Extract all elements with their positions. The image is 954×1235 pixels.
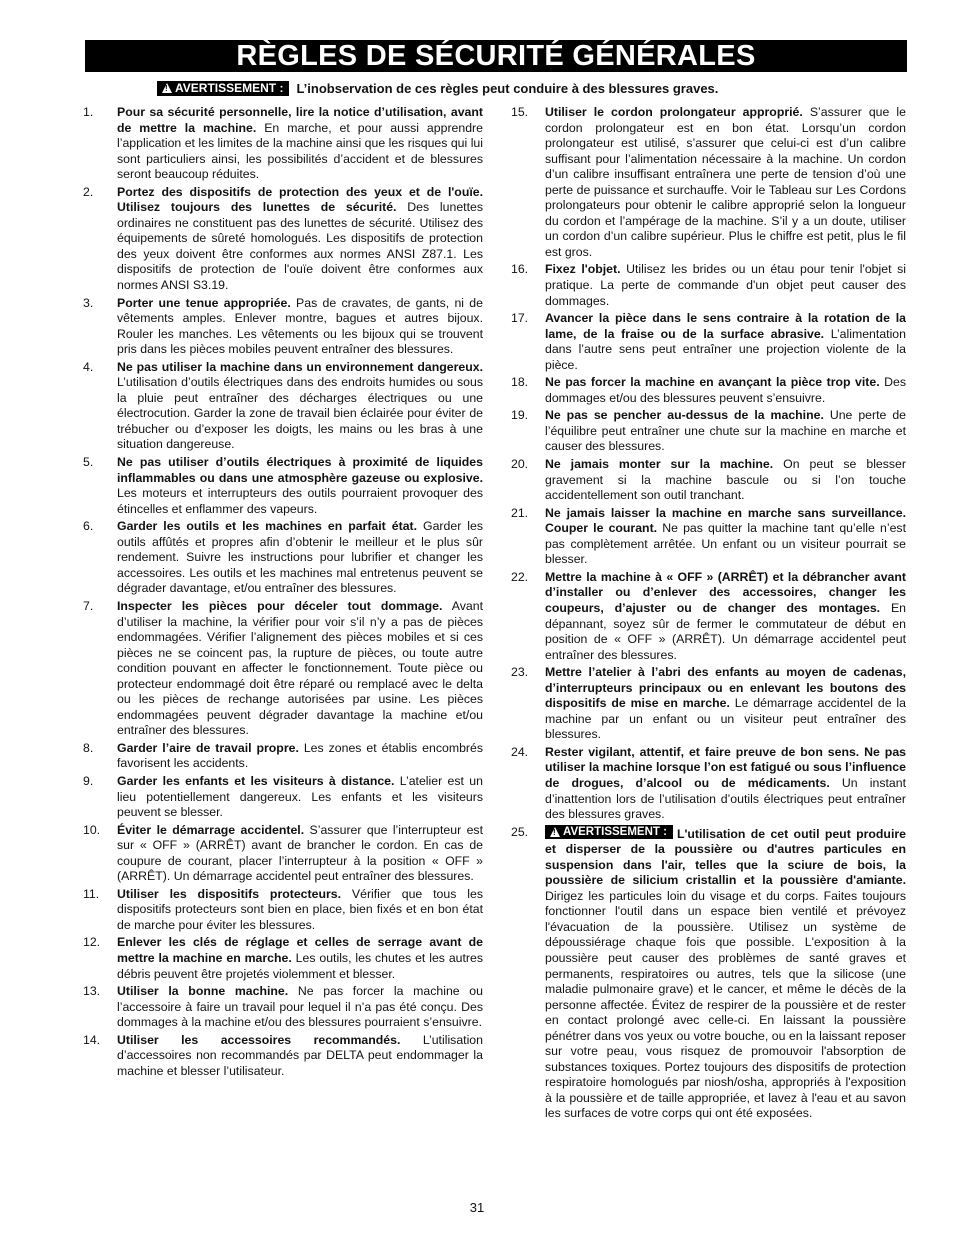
rule-number: 23.: [511, 665, 529, 680]
rule-text: Pas de cravates, de gants, ni de vêtements amples. Enlever montre, bagues et autres bijoux. Rouler les manches. Les vêtements ou les bijoux qui se trouvent pris dans les pièces mobiles peuvent entraîner des blessures.: [117, 295, 483, 357]
rule-heading: Inspecter les pièces pour déceler tout dommage.: [117, 598, 443, 613]
rule-text: L’atelier est un lieu potentiellement dangereux. Les enfants et les visiteurs peuvent se blesser.: [117, 773, 483, 820]
rule-heading: Mettre la machine à « OFF » (ARRÊT) et la débrancher avant d’installer ou d’enlever des accessoires, changer les coupeurs, d’ajuster ou de changer des montages.: [545, 569, 906, 615]
rule-item-3: [83, 296, 483, 358]
rule-item-13: [83, 984, 483, 1031]
rule-text: Une perte de l’équilibre peut entraîner une chute sur la machine en marche et causer des blessures.: [545, 408, 906, 454]
rule-number: 11.: [83, 886, 100, 901]
rule-item-1: [83, 105, 483, 183]
rule-number: 24.: [511, 744, 529, 759]
warning-triangle-icon: [162, 83, 172, 93]
warning-badge: [157, 81, 289, 96]
rule-text: Le démarrage accidentel de la machine par un enfant ou un visiteur peut entraîner des blessures.: [545, 696, 906, 742]
rule-text: Des dommages et/ou des blessures peuvent s’ensuivre.: [545, 375, 906, 405]
rule-heading: Mettre l’atelier à l’abri des enfants au moyen de cadenas, d’interrupteurs principaux ou en enlevant les boutons des dispositifs de mise en marche.: [545, 665, 906, 711]
rule-heading: L'utilisation de cet outil peut produire et disperser de la poussière ou d'autres particules en suspension dans l'air, telles que la sciure de bois, la poussière de silicium cristallin et la poussière d'amiante.: [545, 826, 906, 888]
rule-text: Des lunettes ordinaires ne constituent pas des lunettes de sécurité. Utilisez des équipements de sûreté homologués. Les dispositifs de protection des yeux doivent être conformes aux normes ANSI Z87.1. Les dispositifs de protection de l'ouïe doivent être conformes aux normes ANSI S3.19.: [117, 200, 483, 293]
rule-item-12: [83, 935, 483, 982]
rule-text: En marche, et pour aussi apprendre l’application et les limites de la machine ainsi que les risques qui lui sont particuliers ainsi, les possibilités d’accident et de blessures seront beaucoup réduites.: [117, 120, 483, 182]
rule-item-4: [83, 360, 483, 453]
rule-text: Utilisez les brides ou un étau pour tenir l'objet si pratique. La perte de commande d'un objet peut causer des dommages.: [545, 262, 906, 308]
rule-number: 25.: [511, 824, 529, 839]
rule-text: En dépannant, soyez sûr de fermer le commutateur de début en position de « OFF » (ARRÊT). Un démarrage accidentel peut entraîner des blessures.: [545, 600, 906, 662]
rule-item-2: [83, 185, 483, 294]
rule-item-10: [83, 823, 483, 885]
rule-number: 20.: [511, 457, 529, 472]
rule-heading: Enlever les clés de réglage et celles de serrage avant de mettre la machine en marche.: [117, 935, 483, 965]
rule-number: 13.: [83, 984, 101, 999]
rule-heading: Portez des dispositifs de protection des yeux et de l'ouïe. Utilisez toujours des lunettes de sécurité.: [117, 184, 483, 215]
rule-number: 1.: [83, 105, 94, 119]
rule-number: 16.: [511, 262, 529, 277]
rule-heading: Éviter le démarrage accidentel.: [117, 822, 305, 837]
rule-text: L’utilisation d’outils électriques dans des endroits humides ou sous la pluie peut entraîner des décharges électriques ou une électrocution. Garder la zone de travail bien éclairée pour éviter de trébucher ou d’exposer les doigts, les mains ou les bras à une situation dangereuse.: [117, 375, 483, 452]
warning-badge-label: AVERTISSEMENT :: [175, 80, 284, 95]
rule-item-18: [511, 375, 906, 406]
right-column: [511, 105, 906, 1124]
rule-text: Ne pas forcer la machine ou l’accessoire à faire un travail pour lequel il n’a pas été conçu. Des dommages à la machine et/ou des blessures pourraient s’ensuivre.: [117, 984, 483, 1030]
rule-item-20: [511, 457, 906, 504]
rule-item-5: [83, 455, 483, 517]
rule-item-17: [511, 311, 906, 373]
warning-banner: [157, 78, 877, 98]
rule-heading: Ne pas utiliser d’outils électriques à proximité de liquides inflammables ou dans une atmosphère gazeuse ou explosive.: [117, 455, 483, 485]
rule-number: 21.: [511, 505, 529, 520]
dust-warning-badge-label: AVERTISSEMENT :: [563, 825, 667, 838]
rule-heading: Avancer la pièce dans le sens contraire à la rotation de la lame, de la fraise ou de la surface abrasive.: [545, 311, 906, 341]
rule-text: L’alimentation dans l’autre sens peut entraîner une projection violente de la pièce.: [545, 326, 906, 372]
rule-item-21: [511, 506, 906, 568]
rule-text: Dirigez les particules loin du visage et du corps. Faites toujours fonctionner l'outil dans un espace bien ventilé et prévoyez l'évacuation de la poussière. Utilisez un système de dépoussiérage chaque fois que possible. L'exposition à la poussière peut causer des problèmes de santé graves et permanents, respiratoires ou autres, tels que la silicose (une maladie pulmonaire grave) et le cancer, et même le décès de la personne affectée. Évitez de respirer de la poussière et de rester en contact prolongé avec celle-ci. En laissant la poussière pénétrer dans vos yeux ou votre bouche, ou en la laissant reposer sur votre peau, vous risquez de promouvoir l'absorption de substances toxiques. Portez toujours des dispositifs de protection respiratoire homologués par niosh/osha, appropriés à l'exposition à la poussière et de taille appropriée, et lavez à l'eau et au savon les surfaces de votre corps qui ont été exposées.: [545, 888, 906, 1121]
rule-text: On peut se blesser gravement si la machine bascule ou si l’on touche accidentellement son outil tranchant.: [545, 457, 906, 503]
rule-item-15: [511, 105, 906, 260]
rule-item-22: [511, 570, 906, 663]
rule-number: 15.: [511, 105, 529, 119]
rule-text: S’assurer que le cordon prolongateur est en bon état. Lorsqu’un cordon prolongateur est utilisé, s’assurer que celui-ci est d’un calibre suffisant pour l’alimentation nécessaire à la machine. Un cordon d’un calibre insuffisant entraînera une perte de tension d’où une perte de puissance et surchauffe. Voir le Tableau sur Les Cordons prolongateurs pour obtenir le calibre approprié selon la longueur du cordon et l’ampérage de la machine. S’il y a un doute, utiliser un cordon d’un calibre supérieur. Plus le chiffre est petit, plus le fil est gros.: [545, 105, 906, 259]
rule-item-24: [511, 745, 906, 823]
rule-item-7: [83, 599, 483, 739]
rule-number: 5.: [83, 455, 94, 470]
rule-number: 18.: [511, 375, 529, 390]
warning-triangle-icon: [550, 827, 560, 837]
page-number: 31: [469, 1200, 485, 1215]
rule-heading: Ne pas se pencher au-dessus de la machine.: [545, 408, 824, 423]
rule-number: 19.: [511, 408, 529, 423]
rule-heading: Pour sa sécurité personnelle, lire la notice d’utilisation, avant de mettre la machine.: [117, 105, 483, 135]
rule-number: 17.: [511, 311, 529, 326]
rule-heading: Ne pas utiliser la machine dans un environnement dangereux.: [117, 359, 483, 374]
rule-text: Avant d’utiliser la machine, la vérifier pour voir s’il n’y a pas de pièces endommagées. Vérifier l’alignement des pièces mobiles et si ces pièces ne se coincent pas, la rupture de pièces, ou toute autre condition pouvant en affecter le fonctionnement. Toute pièce ou protecteur endommagé doit être réparé ou remplacé avec le delta ou les pièces de rechange autorisées par usine. Les pièces endommagées peuvent dégrader davantage la machine et/ou entraîner des blessures.: [117, 598, 483, 738]
rule-number: 12.: [83, 935, 101, 950]
rule-number: 3.: [83, 295, 94, 310]
rule-number: 10.: [83, 822, 101, 837]
rule-heading: Fixez l'objet.: [545, 262, 621, 277]
rule-heading: Garder les outils et les machines en parfait état.: [117, 519, 418, 534]
dust-warning-badge: [545, 825, 673, 839]
rule-text: Les outils, les chutes et les autres débris peuvent être projetés violemment et blesser.: [117, 950, 483, 981]
rule-text: S’assurer que l’interrupteur est sur « OFF » (ARRÊT) avant de brancher le cordon. En cas de coupure de courant, placer l’interrupteur à la position « OFF » (ARRÊT). Un démarrage accidentel peut entraîner des blessures.: [117, 822, 483, 884]
rule-number: 22.: [511, 569, 529, 584]
rule-heading: Ne jamais laisser la machine en marche sans surveillance. Couper le courant.: [545, 505, 906, 536]
rule-text: Un instant d’inattention lors de l’utilisation d’outils électriques peut entraîner des blessures graves.: [545, 775, 906, 822]
rule-text: Ne pas quitter la machine tant qu’elle n’est pas complètement arrêtée. Un enfant ou un visiteur pourrait se blesser.: [545, 521, 906, 567]
rule-number: 4.: [83, 359, 94, 374]
rule-text: Les moteurs et interrupteurs des outils pourraient provoquer des étincelles et enflammer des vapeurs.: [117, 486, 483, 516]
left-column: [83, 105, 483, 1081]
rule-number: 6.: [83, 519, 94, 534]
rule-item-23: [511, 665, 906, 743]
rule-item-25: [511, 825, 906, 1122]
rule-text: Garder les outils affûtés et propres afin d’obtenir le meilleur et le plus sûr rendement. Suivre les instructions pour lubrifier et changer les accessoires. Les outils et les machines mal entretenus peuvent se dégrader davantage, et/ou entraîner des blessures.: [117, 519, 484, 596]
rule-item-6: [83, 519, 483, 597]
rule-item-16: [511, 262, 906, 309]
rule-heading: Ne pas forcer la machine en avançant la pièce trop vite.: [545, 375, 880, 390]
rule-heading: Rester vigilant, attentif, et faire preuve de bon sens. Ne pas utiliser la machine lorsque l’on est fatigué ou sous l’influence de drogues, d’alcool ou de médicaments.: [545, 744, 906, 790]
rule-text: L’utilisation d’accessoires non recommandés par DELTA peut endommager la machine et blesser l’utilisateur.: [117, 1032, 483, 1078]
warning-text: L’inobservation de ces règles peut conduire à des blessures graves.: [296, 80, 719, 96]
rule-heading: Utiliser le cordon prolongateur approprié.: [545, 105, 803, 119]
rule-heading: Porter une tenue appropriée.: [117, 295, 291, 310]
rule-heading: Utiliser la bonne machine.: [117, 984, 289, 999]
rule-number: 2.: [83, 184, 94, 199]
rule-text: Vérifier que tous les dispositifs protecteurs sont bien en place, bien fixés et en bon état de marche pour éviter les blessures.: [117, 886, 483, 932]
rule-item-8: [83, 741, 483, 772]
rule-number: 9.: [83, 773, 94, 788]
rule-text: Les zones et établis encombrés favorisent les accidents.: [117, 740, 483, 771]
rule-heading: Utiliser les accessoires recommandés.: [117, 1032, 401, 1047]
rule-number: 8.: [83, 740, 94, 755]
rule-heading: Garder l’aire de travail propre.: [117, 740, 299, 755]
rule-number: 7.: [83, 598, 94, 613]
rule-heading: Utiliser les dispositifs protecteurs.: [117, 886, 342, 901]
rule-number: 14.: [83, 1032, 101, 1047]
rule-item-14: [83, 1033, 483, 1080]
rule-item-9: [83, 774, 483, 821]
rule-heading: Ne jamais monter sur la machine.: [545, 457, 774, 472]
rule-item-19: [511, 408, 906, 455]
page-title: RÈGLES DE SÉCURITÉ GÉNÉRALES: [85, 40, 907, 72]
rule-heading: Garder les enfants et les visiteurs à distance.: [117, 773, 395, 788]
rule-item-11: [83, 887, 483, 934]
